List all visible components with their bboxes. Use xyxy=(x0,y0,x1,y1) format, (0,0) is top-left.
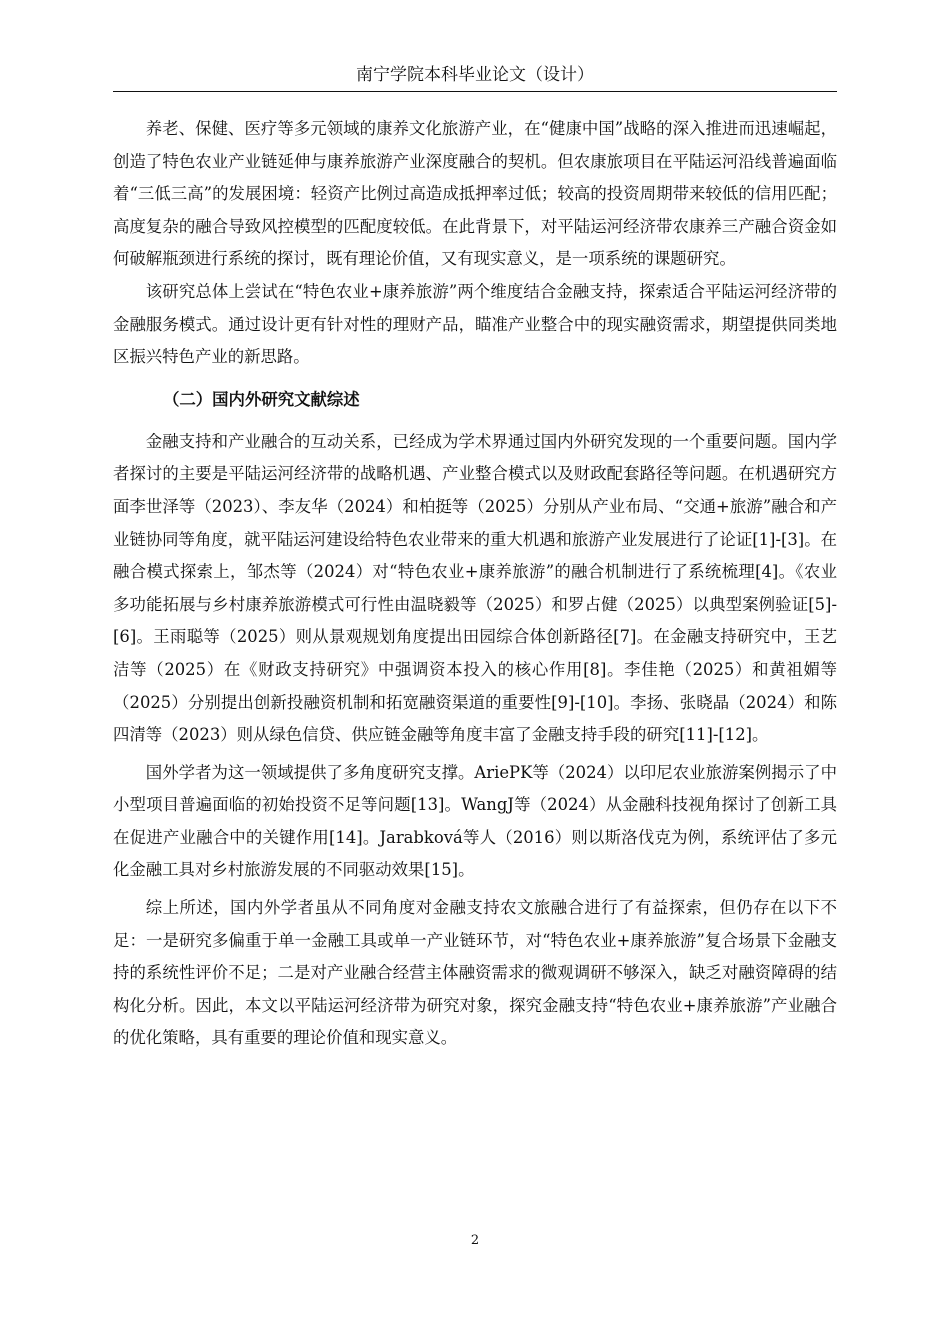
header-title: 南宁学院本科毕业论文（设计） xyxy=(356,65,594,85)
document-body xyxy=(113,113,837,1055)
body-paragraph: 金融支持和产业融合的互动关系，已经成为学术界通过国内外研究发现的一个重要问题。国内学者探讨的主要是平陆运河经济带的战略机遇、产业整合模式以及财政配套路径等问题。在机遇研究方面李世泽等（2023）、李友华（2024）和柏挺等（2025）分别从产业布局、“交通+旅游”融合和产业链协同等角度，就平陆运河建设给特色农业带来的重大机遇和旅游产业发展进行了论证[1]-[3]。在融合模式探索上，邹杰等（2024）对“特色农业+康养旅游”的融合机制进行了系统梳理[4]。《农业多功能拓展与乡村康养旅游模式可行性由温晓毅等（2025）和罗占健（2025）以典型案例验证[5]-[6]。王雨聪等（2025）则从景观规划角度提出田园综合体创新路径[7]。在金融支持研究中，王艺洁等（2025）在《财政支持研究》中强调资本投入的核心作用[8]。李佳艳（2025）和黄祖媚等（2025）分别提出创新投融资机制和拓宽融资渠道的重要性[9]-[10]。李扬、张晓晶（2024）和陈四清等（2023）则从绿色信贷、供应链金融等角度丰富了金融支持手段的研究[11]-[12]。 xyxy=(113,431,837,745)
page-header xyxy=(113,60,837,92)
body-paragraph: 该研究总体上尝试在“特色农业+康养旅游”两个维度结合金融支持，探索适合平陆运河经济带的金融服务模式。通过设计更有针对性的理财产品，瞄准产业整合中的现实融资需求，期望提供同类地区振兴特色产业的新思路。 xyxy=(113,281,837,367)
section-heading: （二）国内外研究文献综述 xyxy=(163,389,360,409)
body-paragraph: 综上所述，国内外学者虽从不同角度对金融支持农文旅融合进行了有益探索，但仍存在以下不足：一是研究多偏重于单一金融工具或单一产业链环节，对“特色农业+康养旅游”复合场景下金融支持的系统性评价不足；二是对产业融合经营主体融资需求的微观调研不够深入，缺乏对融资障碍的结构化分析。因此，本文以平陆运河经济带为研究对象，探究金融支持“特色农业+康养旅游”产业融合的优化策略，具有重要的理论价值和现实意义。 xyxy=(113,898,837,1048)
page-footer xyxy=(0,1232,950,1250)
body-paragraph: 国外学者为这一领域提供了多角度研究支撑。AriePK等（2024）以印尼农业旅游案例揭示了中小型项目普遍面临的初始投资不足等问题[13]。WangJ等（2024）从金融科技视角探讨了创新工具在促进产业融合中的关键作用[14]。Jarabková等人（2016）则以斯洛伐克为例，系统评估了多元化金融工具对乡村旅游发展的不同驱动效果[15]。 xyxy=(113,762,837,880)
body-paragraph: 养老、保健、医疗等多元领域的康养文化旅游产业，在“健康中国”战略的深入推进而迅速崛起，创造了特色农业产业链延伸与康养旅游产业深度融合的契机。但农康旅项目在平陆运河沿线普遍面临着“三低三高”的发展困境：轻资产比例过高造成抵押率过低；较高的投资周期带来较低的信用匹配；高度复杂的融合导致风控模型的匹配度较低。在此背景下，对平陆运河经济带农康养三产融合资金如何破解瓶颈进行系统的探讨，既有理论价值，又有现实意义，是一项系统的课题研究。 xyxy=(113,119,837,269)
page-number: 2 xyxy=(470,1233,480,1248)
